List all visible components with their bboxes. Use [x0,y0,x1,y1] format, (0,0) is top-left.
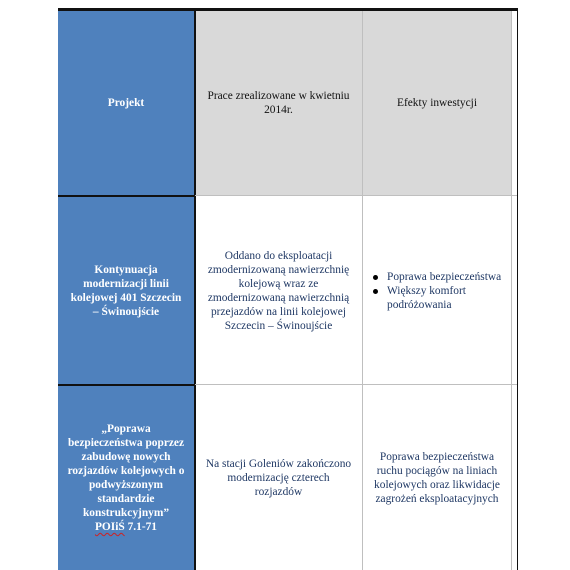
header-works [195,11,362,195]
row2-project-code-b: 7.1-71 [124,521,158,533]
header-effects-label: Efekty inwestycji [396,97,478,109]
header-project-label: Projekt [107,97,145,109]
row1-project [58,197,194,384]
row1-effects [363,197,511,384]
row2-project [58,386,194,570]
row2-project-code [95,520,157,534]
row1-works-text: Oddano do eksploatacji zmodernizowaną nawierzchnię kolejową wraz ze zmodernizowaną nawierzchnią przejazdów na linii kolejowej Szczecin – Świnoujście [207,249,350,332]
list-item: Większy komfort podróżowania [371,284,507,312]
row1-works [195,197,362,384]
header-effects [363,11,511,195]
row2-effects [363,386,511,570]
row1-effects-list [371,270,507,312]
header-project [58,11,194,195]
header-works-label: Prace zrealizowane w kwietniu 2014r. [207,90,350,116]
row2-project-text: „Poprawa bezpieczeństwa poprzez zabudowę nowych rozjazdów kolejowych o podwyższonym standardzie konstrukcyjnym” [67,423,185,519]
row2-project-code-a: POIiŚ [94,521,125,533]
row2-works-text: Na stacji Goleniów zakończono modernizację czterech rozjazdów [205,458,352,498]
column-divider-3 [511,11,512,570]
row-divider-2-thin [195,384,517,385]
row2-effects-text: Poprawa bezpieczeństwa ruchu pociągów na liniach kolejowych oraz likwidacje zagrożeń eksploatacyjnych [374,451,500,505]
row-divider-1-thin [195,195,517,196]
list-item: Poprawa bezpieczeństwa [371,270,507,284]
row2-works [195,386,362,570]
row1-project-text: Kontynuacja modernizacji linii kolejowej 401 Szczecin – Świnoujście [70,263,182,318]
table-right-border [517,8,518,570]
